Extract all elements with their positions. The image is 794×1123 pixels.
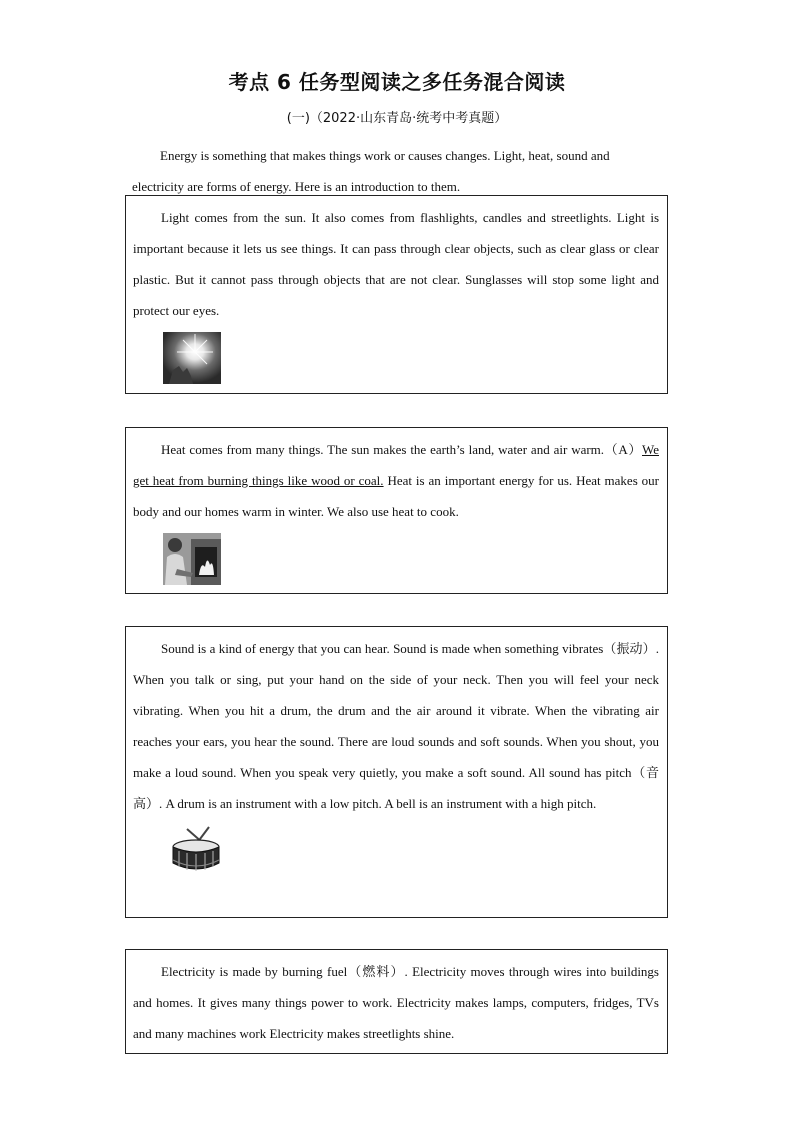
sunlight-image (163, 332, 221, 384)
heat-passage-box (125, 427, 668, 594)
light-paragraph: Light comes from the sun. It also comes from flashlights, candles and streetlights. Light is important because it lets us see things. It can pass through clear objects, such as clear glass or clear plastic. But it cannot pass through objects that are not clear. Sunglasses will stop some light and protect our eyes. (133, 210, 659, 318)
electricity-paragraph: Electricity is made by burning fuel（燃料）. Electricity moves through wires into buildings and homes. It gives many things power to work. Electricity makes lamps, computers, fridges, TVs and many machines work Electricity makes streetlights shine. (133, 964, 659, 1041)
light-passage-box (125, 195, 668, 394)
fireplace-image (163, 533, 221, 585)
heat-text-after: Heat is an important energy for us. Heat makes our body and our homes warm in winter. We also use heat to cook. (133, 473, 660, 519)
heat-paragraph (133, 434, 659, 527)
heat-text-before: Heat comes from many things. The sun makes the earth’s land, water and air warm.（A） (161, 442, 642, 457)
page-title: 考点 6 任务型阅读之多任务混合阅读 (228, 70, 566, 94)
drum-image (169, 825, 227, 877)
question-source: (一)（2022·山东青岛·统考中考真题） (286, 111, 508, 126)
heat-underlined-sentence-a: We get heat from burning things like wood or coal. (133, 442, 659, 488)
sound-passage-box (125, 626, 668, 918)
electricity-passage-box (125, 949, 668, 1054)
sound-paragraph: Sound is a kind of energy that you can hear. Sound is made when something vibrates（振动）. When you talk or sing, put your hand on the side of your neck. Then you will feel your neck vibrating. When you hit a drum, the drum and the air around it vibrate. When the vibrating air reaches your ears, you hear the sound. There are loud sounds and soft sounds. When you shout, you make a loud sound. When you speak very quietly, you make a soft sound. All sound has pitch（音高）. A drum is an instrument with a low pitch. A bell is an instrument with a high pitch. (133, 641, 659, 811)
intro-paragraph: Energy is something that makes things work or causes changes. Light, heat, sound and electricity are forms of energy. Here is an introduction to them. (132, 148, 610, 194)
